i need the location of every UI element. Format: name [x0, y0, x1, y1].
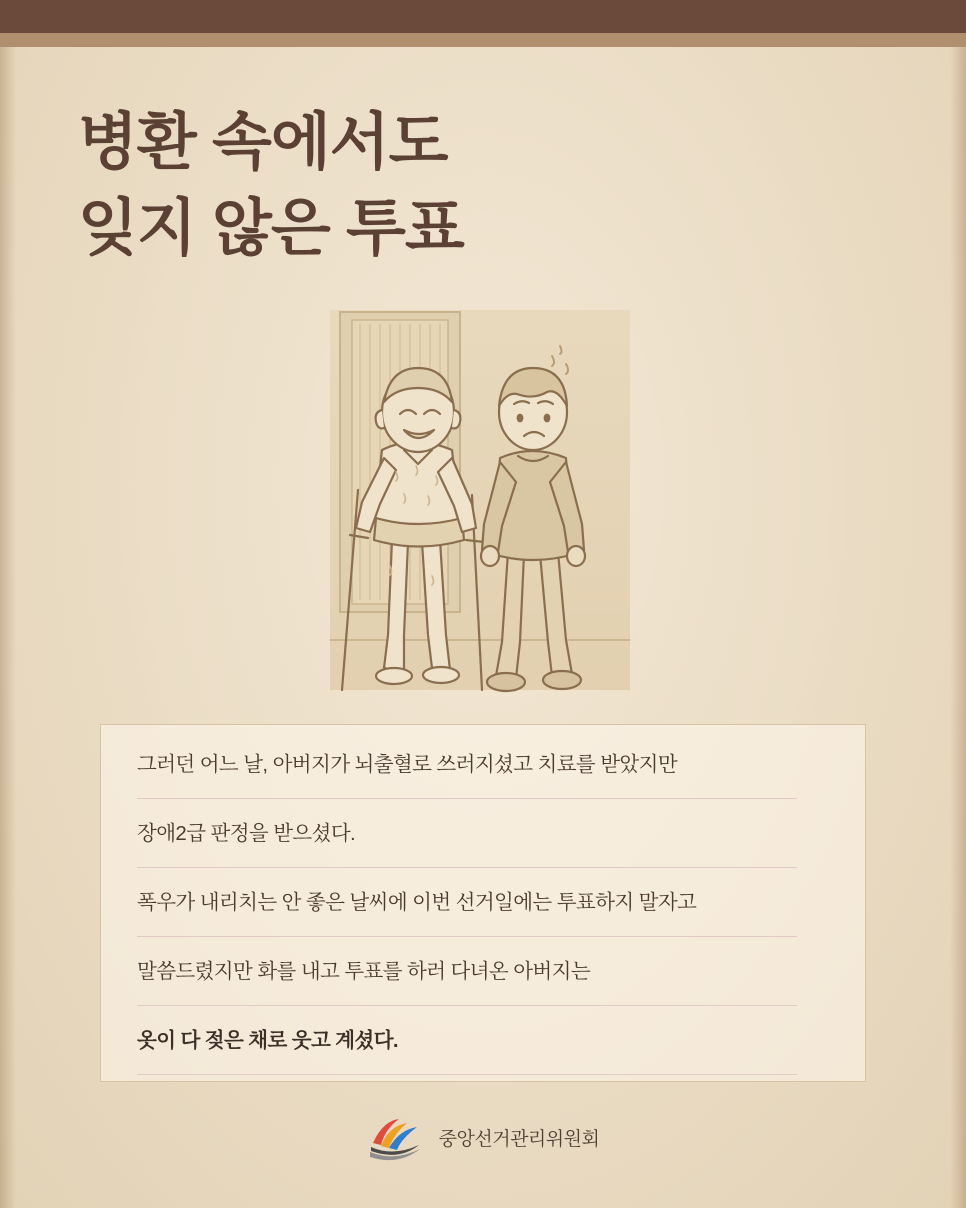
nec-logo-icon	[367, 1113, 425, 1161]
story-panel	[100, 724, 866, 1082]
top-bar-light	[0, 33, 966, 47]
story-line-text: 장애2급 판정을 받으셨다.	[137, 822, 356, 845]
story-line-text: 그러던 어느 날, 아버지가 뇌출혈로 쓰러지셨고 치료를 받았지만	[137, 753, 678, 776]
story-line-text: 옷이 다 젖은 채로 웃고 계셨다.	[137, 1029, 399, 1052]
story-line	[137, 749, 829, 818]
story-line-text: 폭우가 내리치는 안 좋은 날씨에 이번 선거일에는 투표하지 말자고	[137, 891, 697, 914]
edge-shadow-left	[0, 47, 16, 1208]
story-line-emphasis	[137, 1025, 829, 1094]
story-line-text: 말씀드렸지만 화를 내고 투표를 하러 다녀온 아버지는	[137, 960, 591, 983]
illustration	[300, 290, 680, 710]
story-line	[137, 818, 829, 887]
page-title: 병환 속에서도 잊지 않은 투표	[78, 108, 464, 263]
story-line	[137, 956, 829, 1025]
footer	[0, 1113, 966, 1161]
story-line	[137, 887, 829, 956]
organization-name: 중앙선거관리위원회	[438, 1128, 600, 1150]
top-bar-dark	[0, 0, 966, 33]
edge-shadow-right	[950, 47, 966, 1208]
